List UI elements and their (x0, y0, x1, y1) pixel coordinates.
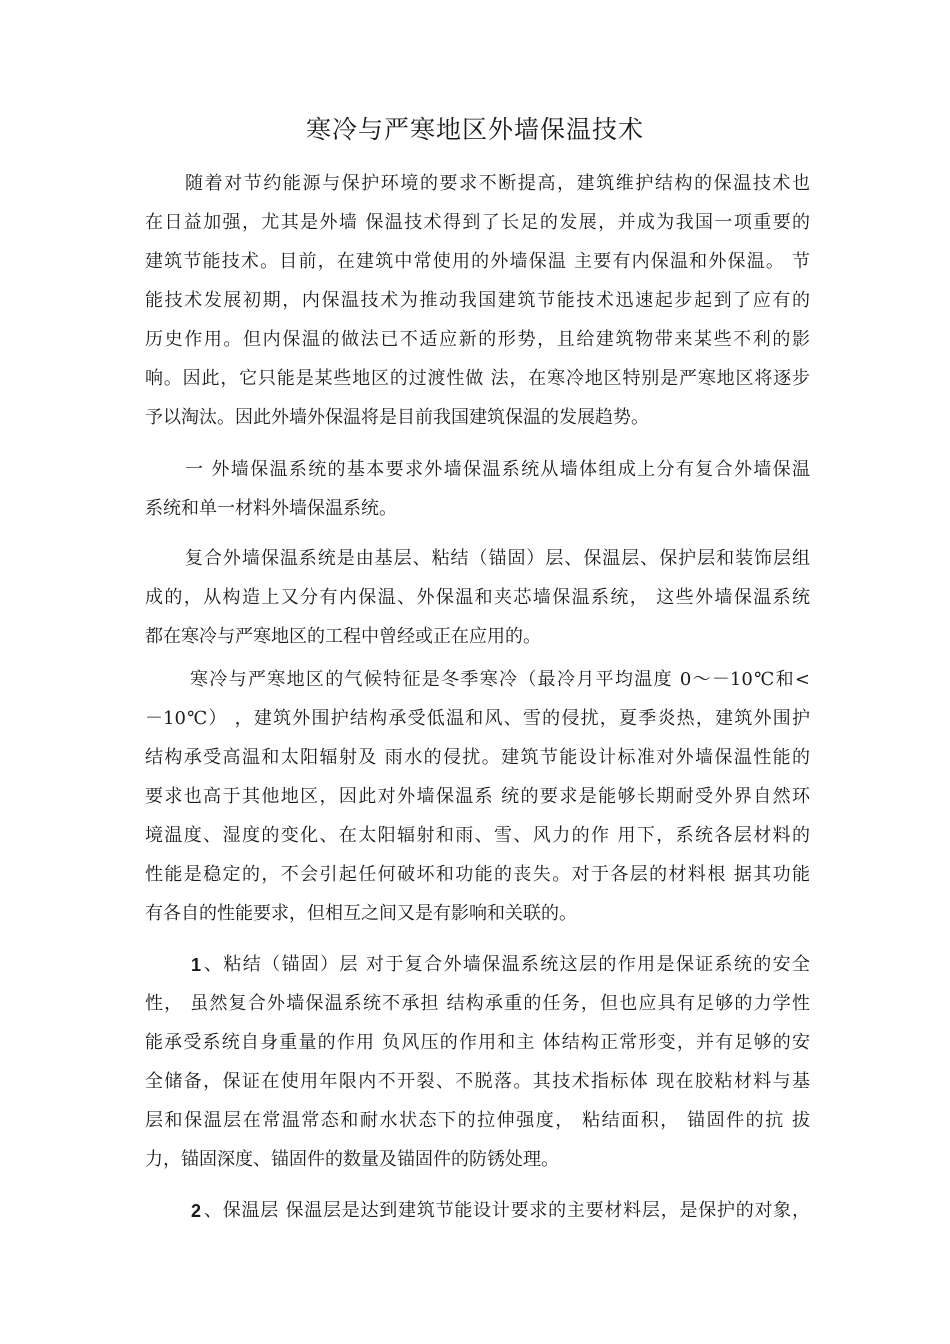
paragraph-line: 层和保温层在常温常态和耐水状态下的拉伸强度， 粘结面积， 锚固件的抗 拔 (145, 1110, 810, 1131)
paragraph-line: 性能是稳定的，不会引起任何破坏和功能的丧失。对于各层的材料根 据其功能 (145, 864, 810, 885)
paragraph-line: 历史作用。但内保温的做法已不适应新的形势，且给建筑物带来某些不利的影 (145, 329, 810, 350)
page-title: 寒冷与严寒地区外墙保温技术 (305, 115, 644, 144)
paragraph-line: 系统和单一材料外墙保温系统。 (145, 498, 397, 519)
paragraph-line: 境温度、湿度的变化、在太阳辐射和雨、雪、风力的作 用下，系统各层材料的 (145, 825, 810, 846)
paragraph-line: 、保温层 保温层是达到建筑节能设计要求的主要材料层，是保护的对象， (204, 1200, 810, 1221)
paragraph-line: 建筑节能技术。目前，在建筑中常使用的外墙保温 主要有内保温和外保温。 节 (145, 251, 810, 272)
paragraph-line: 都在寒冷与严寒地区的工程中曾经或正在应用的。 (145, 626, 541, 647)
paragraph-line: 能技术发展初期，内保温技术为推动我国建筑节能技术迅速起步起到了应有的 (145, 290, 810, 311)
item-number: 2 (191, 1201, 202, 1221)
paragraph-line: 结构承受高温和太阳辐射及 雨水的侵扰。建筑节能设计标准对外墙保温性能的 (145, 747, 810, 768)
item-number: 1 (191, 955, 202, 975)
paragraph-line: 要求也高于其他地区，因此对外墙保温系 统的要求是能够长期耐受外界自然环 (145, 786, 810, 807)
paragraph-line: 力，锚固深度、锚固件的数量及锚固件的防锈处理。 (145, 1149, 559, 1170)
paragraph-line: 、粘结（锚固）层 对于复合外墙保温系统这层的作用是保证系统的安全 (204, 954, 810, 975)
paragraph-line: －10℃） ，建筑外围护结构承受低温和风、雪的侵扰，夏季炎热，建筑外围护 (145, 708, 810, 729)
paragraph-line: 响。因此，它只能是某些地区的过渡性做 法，在寒冷地区特别是严寒地区将逐步 (145, 368, 810, 389)
paragraph-line: 能承受系统自身重量的作用 负风压的作用和主 体结构正常形变，并有足够的安 (145, 1032, 810, 1053)
paragraph-line: 在日益加强，尤其是外墙 保温技术得到了长足的发展，并成为我国一项重要的 (145, 212, 810, 233)
paragraph-line: 性， 虽然复合外墙保温系统不承担 结构承重的任务，但也应具有足够的力学性 (145, 993, 810, 1014)
paragraph-line: 予以淘汰。因此外墙外保温将是目前我国建筑保温的发展趋势。 (145, 407, 649, 428)
paragraph-line: 寒冷与严寒地区的气候特征是冬季寒冷（最冷月平均温度 0～－10℃和< (190, 669, 810, 690)
paragraph-line: 成的，从构造上又分有内保温、外保温和夹芯墙保温系统， 这些外墙保温系统 (145, 587, 810, 608)
paragraph-line: 复合外墙保温系统是由基层、粘结（锚固）层、保温层、保护层和装饰层组 (185, 548, 810, 569)
paragraph-line: 全储备，保证在使用年限内不开裂、不脱落。其技术指标体 现在胶粘材料与基 (145, 1071, 810, 1092)
paragraph-line: 有各自的性能要求，但相互之间又是有影响和关联的。 (145, 903, 577, 924)
paragraph-line: 随着对节约能源与保护环境的要求不断提高，建筑维护结构的保温技术也 (185, 173, 810, 194)
paragraph-line: 一 外墙保温系统的基本要求外墙保温系统从墙体组成上分有复合外墙保温 (185, 459, 810, 480)
